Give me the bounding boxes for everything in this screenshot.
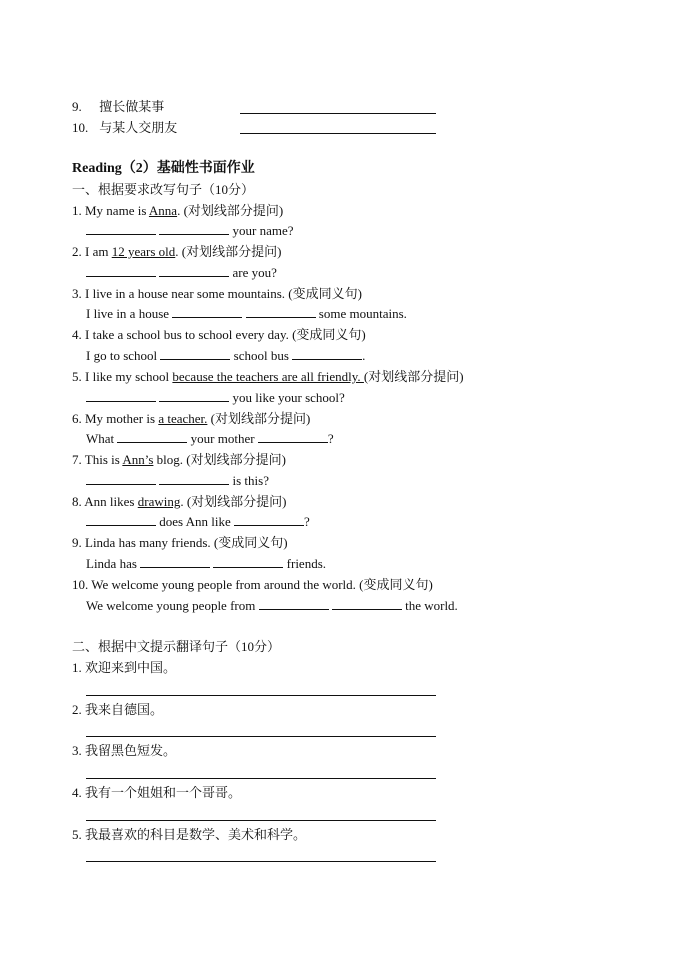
question-text: 7. This is: [72, 452, 123, 467]
answer-text: you like your school?: [229, 390, 345, 405]
phrase-item: [72, 120, 177, 136]
question-instruction: . (对划线部分提问): [175, 244, 282, 259]
answer-text: is this?: [229, 473, 269, 488]
answer-line[interactable]: [86, 861, 436, 862]
section1-heading: 一、根据要求改写句子（10分）: [72, 182, 255, 197]
phrase-number: 10.: [72, 120, 89, 135]
answer-blank[interactable]: [159, 265, 229, 277]
answer-10: [86, 598, 458, 614]
answer-blank[interactable]: [172, 306, 242, 318]
answer-text: We welcome young people from: [86, 598, 259, 613]
underlined-part: Ann’s: [122, 452, 154, 467]
answer-text: ?: [304, 514, 310, 529]
answer-blank[interactable]: [86, 223, 156, 235]
question-instruction: blog. (对划线部分提问): [153, 452, 286, 467]
answer-blank[interactable]: [246, 306, 316, 318]
answer-4: [86, 348, 365, 364]
question-3: 3. I live in a house near some mountains. (变成同义句): [72, 286, 362, 301]
answer-blank[interactable]: [234, 514, 304, 526]
answer-2: [86, 265, 277, 281]
phrase-text: 与某人交朋友: [99, 120, 178, 135]
underlined-part: a teacher.: [158, 411, 208, 426]
answer-blank[interactable]: [140, 556, 210, 568]
question-text: 5. I like my school: [72, 369, 173, 384]
answer-3: [86, 306, 407, 322]
answer-line[interactable]: [240, 113, 436, 114]
answer-blank[interactable]: [259, 598, 329, 610]
translate-item-1: 1. 欢迎来到中国。: [72, 660, 177, 675]
answer-text: your mother: [187, 431, 258, 446]
answer-text: school bus: [230, 348, 293, 363]
question-10: 10. We welcome young people from around the world. (变成同义句): [72, 577, 433, 592]
answer-line[interactable]: [86, 820, 436, 821]
underlined-part: 12 years old: [111, 244, 176, 259]
answer-line[interactable]: [86, 778, 436, 779]
answer-6: [86, 431, 334, 447]
question-text: 8. Ann likes: [72, 494, 138, 509]
section2-heading: 二、根据中文提示翻译句子（10分）: [72, 639, 281, 654]
answer-1: [86, 223, 294, 239]
answer-9: [86, 556, 326, 572]
question-8: [72, 494, 287, 510]
answer-blank[interactable]: [159, 390, 229, 402]
question-2: [72, 244, 281, 260]
answer-text: I live in a house: [86, 306, 173, 321]
question-instruction: (对划线部分提问): [363, 369, 464, 384]
answer-blank[interactable]: [86, 265, 156, 277]
answer-text: are you?: [229, 265, 277, 280]
underlined-part: Anna: [148, 203, 178, 218]
answer-blank[interactable]: [213, 556, 283, 568]
answer-blank[interactable]: [159, 473, 229, 485]
answer-text: friends.: [283, 556, 327, 571]
answer-blank[interactable]: [86, 473, 156, 485]
question-text: 6. My mother is: [72, 411, 159, 426]
answer-blank[interactable]: [160, 348, 230, 360]
answer-text: some mountains.: [315, 306, 407, 321]
translate-item-4: 4. 我有一个姐姐和一个哥哥。: [72, 785, 242, 800]
answer-blank[interactable]: [117, 431, 187, 443]
phrase-item: [72, 99, 164, 115]
translate-item-5: 5. 我最喜欢的科目是数学、美术和科学。: [72, 827, 307, 842]
question-instruction: (对划线部分提问): [207, 411, 311, 426]
answer-text: ?: [327, 431, 334, 446]
question-5: [72, 369, 464, 385]
question-1: [72, 203, 283, 219]
underlined-part: drawing: [137, 494, 181, 509]
question-instruction: . (对划线部分提问): [177, 203, 284, 218]
question-text: 2. I am: [72, 244, 112, 259]
question-instruction: . (对划线部分提问): [180, 494, 287, 509]
question-6: [72, 411, 310, 427]
translate-item-2: 2. 我来自德国。: [72, 702, 164, 717]
translate-item-3: 3. 我留黑色短发。: [72, 743, 177, 758]
answer-blank[interactable]: [258, 431, 328, 443]
question-4: 4. I take a school bus to school every day. (变成同义句): [72, 327, 366, 342]
answer-line[interactable]: [240, 133, 436, 134]
answer-blank[interactable]: [86, 514, 156, 526]
answer-text: .: [362, 348, 366, 363]
phrase-text: 擅长做某事: [99, 99, 165, 114]
answer-text: Linda has: [86, 556, 141, 571]
answer-5: [86, 390, 345, 406]
answer-text: I go to school: [86, 348, 161, 363]
answer-text: does Ann like: [156, 514, 234, 529]
answer-line[interactable]: [86, 736, 436, 737]
answer-7: [86, 473, 269, 489]
answer-text: your name?: [229, 223, 294, 238]
answer-blank[interactable]: [159, 223, 229, 235]
phrase-number: 9.: [72, 99, 82, 114]
question-7: [72, 452, 286, 468]
answer-line[interactable]: [86, 695, 436, 696]
answer-blank[interactable]: [332, 598, 402, 610]
question-9: 9. Linda has many friends. (变成同义句): [72, 535, 288, 550]
underlined-part: because the teachers are all friendly.: [172, 369, 364, 384]
answer-text: What: [86, 431, 118, 446]
answer-8: [86, 514, 310, 530]
answer-blank[interactable]: [292, 348, 362, 360]
answer-text: the world.: [401, 598, 458, 613]
answer-blank[interactable]: [86, 390, 156, 402]
question-text: 1. My name is: [72, 203, 149, 218]
reading-title: Reading（2）基础性书面作业: [72, 161, 255, 176]
